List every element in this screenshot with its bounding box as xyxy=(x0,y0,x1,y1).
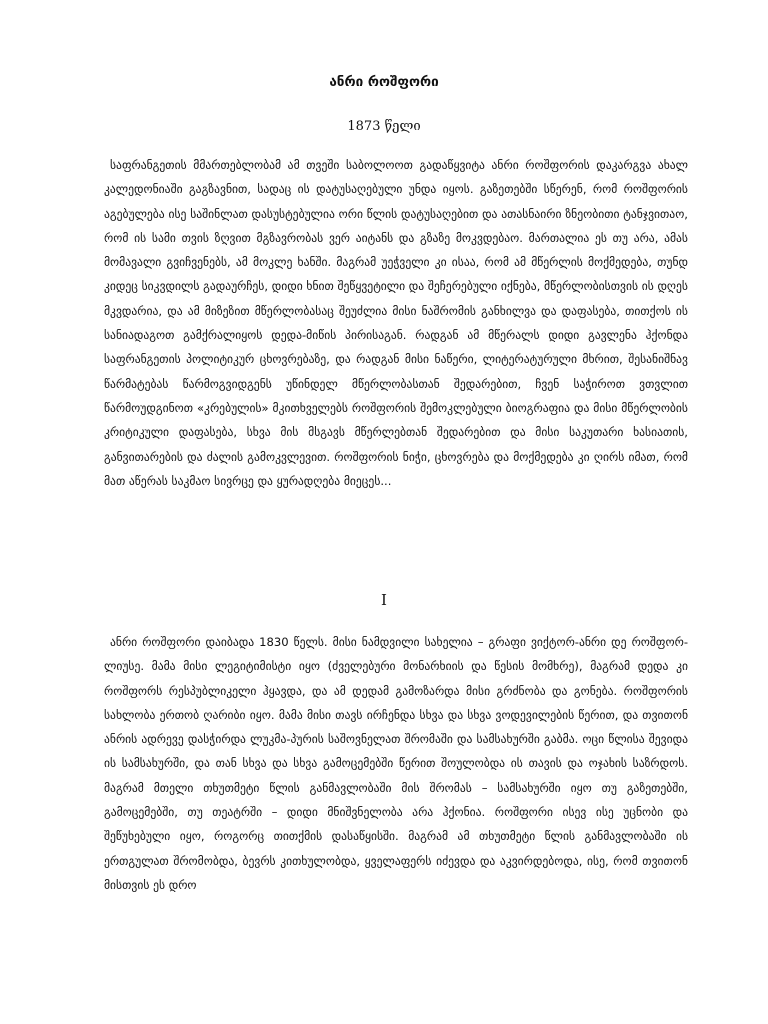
section-one xyxy=(104,630,688,897)
document-title: ანრი როშფორი xyxy=(329,74,439,90)
intro-paragraph: საფრანგეთის მმართებლობამ ამ თვეში საბოლოოთ გადაწყვიტა ანრი როშფორის დაკარგვა ახალ კალედონიაში გაგზავნით, სადაც ის დატუსაღებული უნდა იყოს. გაზეთებში სწერენ, რომ როშფორის აგებულება ისე საშინლათ დასუსტებულია ორი წლის დატუსაღებით და ათასნაირი ზნეობითი ტანჯვითაო, რომ ის სამი თვის ზღვით მგზავრობას ვერ აიტანს და გზაზე მოკვდებაო. მართალია ეს თუ არა, ამას მომავალი გვიჩვენებს, ამ მოკლე ხანში. მაგრამ უეჭველი კი ისაა, რომ ამ მწერლის მოქმედება, თუნდ კიდეც სიკვდილს გადაურჩეს, დიდი ხნით შეწყვეტილი და შეჩერებული იქნება, მწერლობისთვის ის დღეს მკვდარია, და ამ მიზეზით მწერლობასაც შეუძლია მისი ნაშრომის განხილვა და დაფასება, თითქოს ის სანიადაგოთ გამქრალიყოს დედა-მიწის პირისაგან. რადგან ამ მწერალს დიდი გავლენა ჰქონდა საფრანგეთის პოლიტიკურ ცხოვრებაზე, და რადგან მისი ნაწერი, ლიტერატურული მხრით, შესანიშნავ წარმატებას წარმოგვიდგენს უწინდელ მწერლობასთან შედარებით, ჩვენ საჭიროთ ვთვლით წარმოუდგინოთ «კრებულის» მკითხველებს როშფორის შემოკლებული ბიოგრაფია და მისი მწერლობის კრიტიკული დაფასება, სხვა მის მსგავს მწერლებთან შედარებით და მისი საკუთარი ხასიათის, განვითარების და ძალის გამოკვლევით. როშფორის ნიჭი, ცხოვრება და მოქმედება კი ღირს იმათ, რომ მათ აწერას საკმაო სივრცე და ყურადღება მიეცეს... xyxy=(104,158,688,488)
intro-section xyxy=(104,153,688,493)
section-one-paragraph: ანრი როშფორი დაიბადა 1830 წელს. მისი ნამდვილი სახელია – გრაფი ვიქტორ-ანრი დე როშფორ-ლიუსე. მამა მისი ლეგიტიმისტი იყო (ძველებური მონარხიის და წესის მომხრე), მაგრამ დედა კი როშფორს რესპუბლიკელი ჰყავდა, და ამ დედამ გამოზარდა მისი გრძნობა და გონება. როშფორის სახლობა ერთობ ღარიბი იყო. მამა მისი თავს ირჩენდა სხვა და სხვა ვოდევილების წერით, და თვითონ ანრის ადრევე დასჭირდა ლუკმა-პურის საშოვნელათ შრომაში და სამსახურში გაბმა. ოცი წლისა შევიდა ის სამსახურში, და თან სხვა და სხვა გამოცემებში წერით შოულობდა ის თავის და ოჯახის საზრდოს. მაგრამ მთელი თხუთმეტი წლის განმავლობაში მის შრომას – სამსახურში იყო თუ გაზეთებში, გამოცემებში, თუ თეატრში – დიდი მნიშვნელობა არა ჰქონია. როშფორი ისევ ისე უცნობი და შეწუხებული იყო, როგორც თითქმის დასაწყისში. მაგრამ ამ თხუთმეტი წლის განმავლობაში ის ერთგულათ შრომობდა, ბევრს კითხულობდა, ყველაფერს იძევდა და აკვირდებოდა, ისე, რომ თვითონ მისთვის ეს დრო xyxy=(104,635,688,892)
document-year: 1873 წელი xyxy=(347,119,421,134)
section-number: I xyxy=(381,591,387,609)
